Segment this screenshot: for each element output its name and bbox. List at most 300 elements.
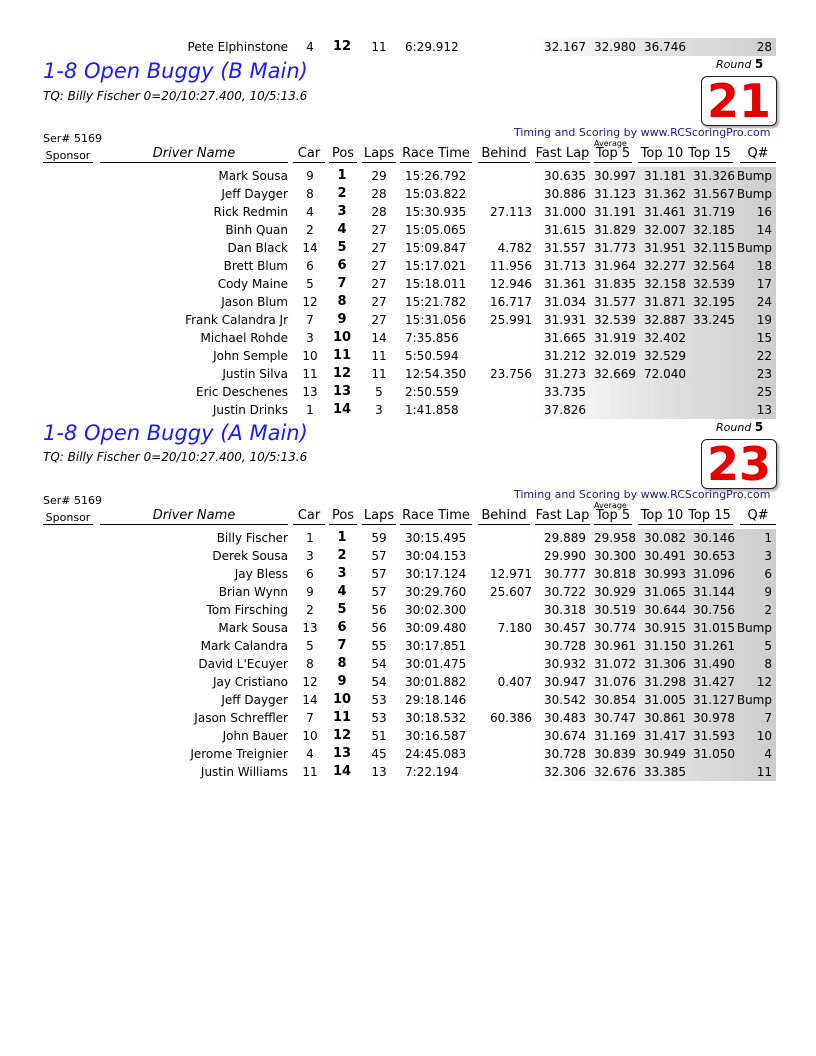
laps-cell: 13 bbox=[371, 765, 387, 779]
car-cell: 7 bbox=[306, 711, 314, 725]
pos-cell: 1 bbox=[337, 530, 347, 545]
laps-cell: 57 bbox=[371, 567, 387, 581]
qualify-cell: 17 bbox=[756, 277, 772, 291]
race-time-cell: 12:54.350 bbox=[405, 367, 467, 381]
race-time-cell: 30:04.153 bbox=[405, 549, 467, 563]
behind-header: Behind bbox=[478, 508, 530, 525]
pos-cell: 7 bbox=[337, 638, 347, 653]
fast-lap-cell: 30.674 bbox=[544, 729, 586, 743]
laps-cell: 57 bbox=[371, 549, 387, 563]
race-time-cell: 15:18.011 bbox=[405, 277, 467, 291]
race-time-cell: 15:17.021 bbox=[405, 259, 467, 273]
race-time-cell: 15:26.792 bbox=[405, 169, 467, 183]
qualify-cell: 2 bbox=[764, 603, 772, 617]
fast-lap-cell: 31.034 bbox=[544, 295, 586, 309]
behind-cell: 27.113 bbox=[490, 205, 532, 219]
qualify-cell: 22 bbox=[756, 349, 772, 363]
race-time-cell: 30:01.882 bbox=[405, 675, 467, 689]
table-row bbox=[100, 727, 776, 745]
top10-cell: 31.951 bbox=[644, 241, 686, 255]
pos-cell: 13 bbox=[332, 384, 352, 399]
top15-cell: 30.978 bbox=[693, 711, 735, 725]
pos-header: Pos bbox=[329, 146, 357, 163]
laps-header: Laps bbox=[363, 508, 395, 523]
fast-lap-cell: 30.947 bbox=[544, 675, 586, 689]
top10-header: Top 10 bbox=[638, 146, 686, 163]
qualify-cell: 10 bbox=[756, 729, 772, 743]
car-cell: 4 bbox=[306, 205, 314, 219]
race-time-cell: 30:18.532 bbox=[405, 711, 467, 725]
behind-cell: 12.946 bbox=[490, 277, 532, 291]
driver-cell: Mark Sousa bbox=[218, 621, 288, 635]
table-row bbox=[100, 239, 776, 257]
top5-cell: 31.964 bbox=[594, 259, 636, 273]
fast-lap-cell: 30.318 bbox=[544, 603, 586, 617]
behind-cell: 23.756 bbox=[490, 367, 532, 381]
race-time-cell: 15:03.822 bbox=[405, 187, 467, 201]
car-cell: 2 bbox=[306, 223, 314, 237]
top10-cell: 31.181 bbox=[644, 169, 686, 183]
top15-cell: 32.564 bbox=[693, 259, 735, 273]
qualify-cell: 14 bbox=[756, 223, 772, 237]
fast-lap-cell: 30.728 bbox=[544, 639, 586, 653]
top10-cell: 30.644 bbox=[644, 603, 686, 617]
driver-cell: Jason Blum bbox=[221, 295, 288, 309]
race-time-cell: 5:50.594 bbox=[405, 349, 459, 363]
serial-number: Ser# 5169 bbox=[43, 132, 102, 145]
pos-cell: 5 bbox=[337, 602, 347, 617]
fast-lap-cell: 30.483 bbox=[544, 711, 586, 725]
race-time-cell: 7:22.194 bbox=[405, 765, 459, 779]
fast-lap-cell: 31.361 bbox=[544, 277, 586, 291]
behind-cell: 7.180 bbox=[497, 621, 532, 635]
average-label: Average bbox=[594, 139, 627, 148]
table-row bbox=[100, 709, 776, 727]
top10-cell: 31.417 bbox=[644, 729, 686, 743]
table-row bbox=[100, 601, 776, 619]
car-cell: 9 bbox=[306, 169, 314, 183]
laps-cell: 29 bbox=[371, 169, 387, 183]
qualify-cell: 11 bbox=[756, 765, 772, 779]
pos-cell: 3 bbox=[337, 204, 347, 219]
table-row bbox=[100, 547, 776, 565]
qualify-cell: Bump bbox=[736, 241, 772, 255]
fast-lap-cell: 31.615 bbox=[544, 223, 586, 237]
top10-cell: 32.887 bbox=[644, 313, 686, 327]
race-time-cell: 30:29.760 bbox=[405, 585, 467, 599]
fast-lap-cell: 30.886 bbox=[544, 187, 586, 201]
laps-cell: 27 bbox=[371, 259, 387, 273]
qualify-cell: 18 bbox=[756, 259, 772, 273]
race-time-cell: 15:30.935 bbox=[405, 205, 467, 219]
race-time-cell: 30:17.851 bbox=[405, 639, 467, 653]
laps-cell: 14 bbox=[371, 331, 387, 345]
fast-lap-cell: 30.722 bbox=[544, 585, 586, 599]
qualify-cell: 15 bbox=[756, 331, 772, 345]
qualify-cell: 1 bbox=[764, 531, 772, 545]
top15-cell: 31.427 bbox=[693, 675, 735, 689]
qualify-cell: 4 bbox=[764, 747, 772, 761]
qualify-cell: 16 bbox=[756, 205, 772, 219]
laps-cell: 27 bbox=[371, 223, 387, 237]
top5-cell: 30.854 bbox=[594, 693, 636, 707]
car-cell: 11 bbox=[302, 367, 318, 381]
table-row bbox=[100, 745, 776, 763]
car-cell: 7 bbox=[306, 313, 314, 327]
top10-cell: 36.746 bbox=[644, 40, 686, 54]
driver-name-header: Driver Name bbox=[100, 146, 288, 163]
top5-cell: 30.818 bbox=[594, 567, 636, 581]
race-time-cell: 30:02.300 bbox=[405, 603, 467, 617]
qualify-cell: 5 bbox=[764, 639, 772, 653]
top5-cell: 32.980 bbox=[594, 40, 636, 54]
table-row bbox=[100, 38, 776, 56]
race-time-cell: 30:09.480 bbox=[405, 621, 467, 635]
race-time-cell: 29:18.146 bbox=[405, 693, 467, 707]
top10-cell: 30.082 bbox=[644, 531, 686, 545]
laps-cell: 59 bbox=[371, 531, 387, 545]
top10-cell: 31.362 bbox=[644, 187, 686, 201]
fast-lap-cell: 31.000 bbox=[544, 205, 586, 219]
race-time-cell: 30:16.587 bbox=[405, 729, 467, 743]
top15-cell: 31.261 bbox=[693, 639, 735, 653]
table-row bbox=[100, 673, 776, 691]
top15-cell: 31.127 bbox=[693, 693, 735, 707]
fast-lap-cell: 31.713 bbox=[544, 259, 586, 273]
car-cell: 5 bbox=[306, 277, 314, 291]
sponsor-header: Sponsor bbox=[43, 149, 93, 163]
top5-cell: 30.774 bbox=[594, 621, 636, 635]
fast-lap-cell: 31.665 bbox=[544, 331, 586, 345]
race-time-header: Race Time bbox=[400, 508, 472, 525]
table-row bbox=[100, 293, 776, 311]
fast-lap-cell: 31.212 bbox=[544, 349, 586, 363]
car-cell: 10 bbox=[302, 349, 318, 363]
pos-cell: 9 bbox=[337, 674, 347, 689]
car-cell: 13 bbox=[302, 621, 318, 635]
table-row bbox=[100, 329, 776, 347]
pos-cell: 7 bbox=[337, 276, 347, 291]
qualify-cell: 23 bbox=[756, 367, 772, 381]
table-row bbox=[100, 691, 776, 709]
pos-header: Pos bbox=[329, 508, 357, 525]
car-cell: 11 bbox=[302, 765, 318, 779]
top10-cell: 31.871 bbox=[644, 295, 686, 309]
behind-cell: 25.607 bbox=[490, 585, 532, 599]
top5-cell: 30.961 bbox=[594, 639, 636, 653]
fast-lap-cell: 30.728 bbox=[544, 747, 586, 761]
sponsor-header: Sponsor bbox=[43, 511, 93, 525]
car-cell: 3 bbox=[306, 549, 314, 563]
driver-cell: Brett Blum bbox=[223, 259, 288, 273]
car-cell: 5 bbox=[306, 639, 314, 653]
laps-cell: 53 bbox=[371, 711, 387, 725]
pos-cell: 5 bbox=[337, 240, 347, 255]
table-row bbox=[100, 347, 776, 365]
fast-lap-cell: 30.635 bbox=[544, 169, 586, 183]
top15-cell: 31.567 bbox=[693, 187, 735, 201]
laps-cell: 57 bbox=[371, 585, 387, 599]
timing-credit: Timing and Scoring by www.RCScoringPro.com bbox=[514, 488, 771, 501]
top5-cell: 31.829 bbox=[594, 223, 636, 237]
race-time-cell: 15:31.056 bbox=[405, 313, 467, 327]
driver-cell: Jason Schreffler bbox=[194, 711, 288, 725]
top5-cell: 31.169 bbox=[594, 729, 636, 743]
qnum-header: Q# bbox=[740, 146, 776, 163]
top10-cell: 30.861 bbox=[644, 711, 686, 725]
top5-cell: 31.773 bbox=[594, 241, 636, 255]
car-cell: 1 bbox=[306, 403, 314, 417]
table-row bbox=[100, 257, 776, 275]
car-header: Car bbox=[293, 146, 325, 163]
laps-cell: 45 bbox=[371, 747, 387, 761]
top5-cell: 32.669 bbox=[594, 367, 636, 381]
driver-cell: Derek Sousa bbox=[212, 549, 288, 563]
round-label: Round 5 bbox=[716, 57, 764, 71]
fast-lap-cell: 30.932 bbox=[544, 657, 586, 671]
driver-cell: Justin Silva bbox=[222, 367, 288, 381]
top15-cell: 32.115 bbox=[693, 241, 735, 255]
table-row bbox=[100, 763, 776, 781]
fast-lap-cell: 32.167 bbox=[544, 40, 586, 54]
fast-lap-cell: 30.457 bbox=[544, 621, 586, 635]
table-row bbox=[100, 185, 776, 203]
pos-cell: 6 bbox=[337, 258, 347, 273]
pos-cell: 6 bbox=[337, 620, 347, 635]
driver-cell: Cody Maine bbox=[217, 277, 288, 291]
top10-cell: 33.385 bbox=[644, 765, 686, 779]
laps-cell: 53 bbox=[371, 693, 387, 707]
fast-lap-header: Fast Lap bbox=[535, 508, 590, 523]
race-time-cell: 7:35.856 bbox=[405, 331, 459, 345]
top10-cell: 30.949 bbox=[644, 747, 686, 761]
driver-cell: David L'Ecuyer bbox=[198, 657, 288, 671]
race-time-cell: 30:01.475 bbox=[405, 657, 467, 671]
top15-cell: 30.756 bbox=[693, 603, 735, 617]
table-row bbox=[100, 401, 776, 419]
driver-cell: John Bauer bbox=[222, 729, 288, 743]
qualify-cell: Bump bbox=[736, 187, 772, 201]
top10-cell: 30.993 bbox=[644, 567, 686, 581]
laps-cell: 51 bbox=[371, 729, 387, 743]
pos-cell: 4 bbox=[337, 584, 347, 599]
table-row bbox=[100, 221, 776, 239]
car-cell: 6 bbox=[306, 259, 314, 273]
top10-cell: 31.150 bbox=[644, 639, 686, 653]
top5-cell: 30.519 bbox=[594, 603, 636, 617]
laps-cell: 28 bbox=[371, 205, 387, 219]
behind-cell: 12.971 bbox=[490, 567, 532, 581]
top5-header: Top 5 bbox=[595, 508, 631, 523]
laps-cell: 27 bbox=[371, 313, 387, 327]
driver-cell: Tom Firsching bbox=[206, 603, 288, 617]
driver-cell: Pete Elphinstone bbox=[187, 40, 288, 54]
fast-lap-cell: 29.889 bbox=[544, 531, 586, 545]
car-cell: 1 bbox=[306, 531, 314, 545]
table-row bbox=[100, 529, 776, 547]
top15-cell: 31.326 bbox=[693, 169, 735, 183]
pos-cell: 4 bbox=[337, 222, 347, 237]
table-row bbox=[100, 167, 776, 185]
driver-cell: Jay Bless bbox=[234, 567, 288, 581]
top5-cell: 30.300 bbox=[594, 549, 636, 563]
top10-cell: 32.529 bbox=[644, 349, 686, 363]
driver-cell: Frank Calandra Jr bbox=[185, 313, 288, 327]
qualify-cell: 8 bbox=[764, 657, 772, 671]
fast-lap-cell: 37.826 bbox=[544, 403, 586, 417]
top10-cell: 72.040 bbox=[644, 367, 686, 381]
fast-lap-cell: 31.557 bbox=[544, 241, 586, 255]
driver-cell: Jerome Treignier bbox=[190, 747, 288, 761]
pos-cell: 1 bbox=[337, 168, 347, 183]
laps-cell: 54 bbox=[371, 657, 387, 671]
qualify-cell: 28 bbox=[756, 40, 772, 54]
qnum-header: Q# bbox=[740, 508, 776, 525]
driver-cell: Rick Redmin bbox=[213, 205, 288, 219]
driver-name-header: Driver Name bbox=[100, 508, 288, 525]
qualify-cell: 24 bbox=[756, 295, 772, 309]
laps-cell: 55 bbox=[371, 639, 387, 653]
table-row bbox=[100, 565, 776, 583]
fast-lap-cell: 30.542 bbox=[544, 693, 586, 707]
laps-cell: 27 bbox=[371, 241, 387, 255]
car-cell: 12 bbox=[302, 675, 318, 689]
qualify-cell: Bump bbox=[736, 169, 772, 183]
fast-lap-cell: 29.990 bbox=[544, 549, 586, 563]
pos-cell: 2 bbox=[337, 548, 347, 563]
top15-cell: 30.653 bbox=[693, 549, 735, 563]
car-cell: 9 bbox=[306, 585, 314, 599]
driver-cell: Binh Quan bbox=[225, 223, 288, 237]
car-cell: 12 bbox=[302, 295, 318, 309]
table-row bbox=[100, 311, 776, 329]
race-time-header: Race Time bbox=[400, 146, 472, 163]
pos-cell: 14 bbox=[332, 402, 352, 417]
laps-cell: 54 bbox=[371, 675, 387, 689]
section-title: 1-8 Open Buggy (B Main) bbox=[43, 59, 308, 83]
top10-cell: 32.277 bbox=[644, 259, 686, 273]
top15-cell: 32.195 bbox=[693, 295, 735, 309]
top10-cell: 32.007 bbox=[644, 223, 686, 237]
pos-cell: 14 bbox=[332, 764, 352, 779]
qualify-cell: 9 bbox=[764, 585, 772, 599]
driver-cell: Jeff Dayger bbox=[221, 693, 288, 707]
table-row bbox=[100, 619, 776, 637]
race-time-cell: 15:09.847 bbox=[405, 241, 467, 255]
fast-lap-cell: 31.931 bbox=[544, 313, 586, 327]
car-cell: 13 bbox=[302, 385, 318, 399]
laps-cell: 11 bbox=[371, 367, 387, 381]
behind-header: Behind bbox=[478, 146, 530, 163]
table-header bbox=[100, 508, 776, 526]
pos-cell: 10 bbox=[332, 692, 352, 707]
timing-credit: Timing and Scoring by www.RCScoringPro.com bbox=[514, 126, 771, 139]
driver-cell: Brian Wynn bbox=[218, 585, 288, 599]
top5-cell: 31.835 bbox=[594, 277, 636, 291]
top5-cell: 32.019 bbox=[594, 349, 636, 363]
top5-cell: 31.191 bbox=[594, 205, 636, 219]
average-label: Average bbox=[594, 501, 627, 510]
qualify-cell: Bump bbox=[736, 621, 772, 635]
top15-cell: 31.144 bbox=[693, 585, 735, 599]
pos-cell: 3 bbox=[337, 566, 347, 581]
laps-cell: 11 bbox=[371, 349, 387, 363]
laps-cell: 27 bbox=[371, 295, 387, 309]
fast-lap-cell: 32.306 bbox=[544, 765, 586, 779]
qualify-cell: 7 bbox=[764, 711, 772, 725]
table-row bbox=[100, 203, 776, 221]
top10-cell: 32.158 bbox=[644, 277, 686, 291]
car-header: Car bbox=[293, 508, 325, 525]
table-header bbox=[100, 146, 776, 164]
top15-cell: 31.593 bbox=[693, 729, 735, 743]
laps-cell: 27 bbox=[371, 277, 387, 291]
qualify-cell: 19 bbox=[756, 313, 772, 327]
driver-cell: Justin Drinks bbox=[212, 403, 288, 417]
race-time-cell: 24:45.083 bbox=[405, 747, 467, 761]
laps-cell: 11 bbox=[371, 40, 387, 54]
top15-cell: 31.096 bbox=[693, 567, 735, 581]
top15-header: Top 15 bbox=[686, 146, 733, 163]
race-time-cell: 15:21.782 bbox=[405, 295, 467, 309]
top10-cell: 31.306 bbox=[644, 657, 686, 671]
car-cell: 8 bbox=[306, 187, 314, 201]
top10-cell: 31.298 bbox=[644, 675, 686, 689]
table-row bbox=[100, 383, 776, 401]
top5-cell: 32.676 bbox=[594, 765, 636, 779]
car-cell: 4 bbox=[306, 40, 314, 54]
driver-cell: Eric Deschenes bbox=[196, 385, 288, 399]
top5-cell: 30.839 bbox=[594, 747, 636, 761]
top10-cell: 31.461 bbox=[644, 205, 686, 219]
top15-cell: 31.015 bbox=[693, 621, 735, 635]
top5-header: Top 5 bbox=[595, 146, 631, 161]
top15-cell: 32.185 bbox=[693, 223, 735, 237]
top15-cell: 31.050 bbox=[693, 747, 735, 761]
tq-line: TQ: Billy Fischer 0=20/10:27.400, 10/5:13.6 bbox=[43, 450, 308, 464]
laps-cell: 56 bbox=[371, 621, 387, 635]
top10-cell: 31.005 bbox=[644, 693, 686, 707]
car-cell: 14 bbox=[302, 693, 318, 707]
top5-cell: 31.123 bbox=[594, 187, 636, 201]
race-time-cell: 30:15.495 bbox=[405, 531, 467, 545]
tq-line: TQ: Billy Fischer 0=20/10:27.400, 10/5:13.6 bbox=[43, 89, 308, 103]
top15-cell: 31.719 bbox=[693, 205, 735, 219]
behind-cell: 0.407 bbox=[497, 675, 532, 689]
driver-cell: Jay Cristiano bbox=[212, 675, 288, 689]
table-row bbox=[100, 655, 776, 673]
race-number-badge: 23 bbox=[701, 439, 777, 489]
behind-cell: 4.782 bbox=[497, 241, 532, 255]
top15-cell: 32.539 bbox=[693, 277, 735, 291]
top5-cell: 30.929 bbox=[594, 585, 636, 599]
laps-cell: 56 bbox=[371, 603, 387, 617]
top5-cell: 32.539 bbox=[594, 313, 636, 327]
top15-header: Top 15 bbox=[686, 508, 733, 525]
table-row bbox=[100, 583, 776, 601]
fast-lap-cell: 33.735 bbox=[544, 385, 586, 399]
behind-cell: 11.956 bbox=[490, 259, 532, 273]
top10-cell: 30.491 bbox=[644, 549, 686, 563]
pos-cell: 2 bbox=[337, 186, 347, 201]
car-cell: 10 bbox=[302, 729, 318, 743]
pos-cell: 8 bbox=[337, 656, 347, 671]
pos-cell: 9 bbox=[337, 312, 347, 327]
top5-cell: 31.072 bbox=[594, 657, 636, 671]
driver-cell: Justin Williams bbox=[200, 765, 288, 779]
table-row bbox=[100, 275, 776, 293]
car-cell: 4 bbox=[306, 747, 314, 761]
